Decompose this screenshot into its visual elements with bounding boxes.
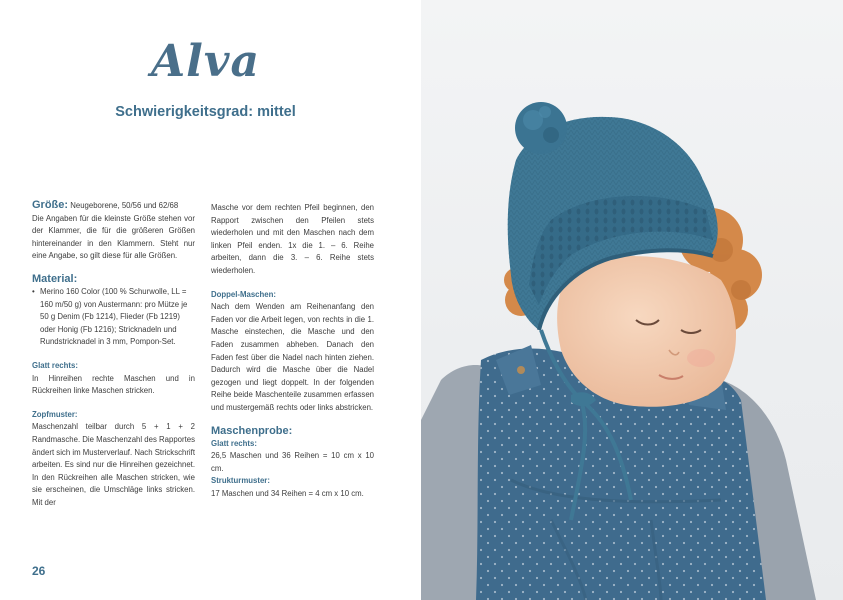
gauge-stockinette-text: 26,5 Maschen und 36 Reihen = 10 cm x 10 cm. [211,451,374,473]
gauge-texture-text: 17 Maschen und 34 Reihen = 4 cm x 10 cm. [211,488,364,498]
size-heading: Größe: [32,199,69,211]
cable-pattern-continued: Masche vor dem rechten Pfeil beginnen, den Rapport zwischen den Pfeilen stets wiederholen und mit den Maschen nach dem linken Pfeil enden. 1x die 1. – 6. Reihe arbeiten, dann die 3. – 6. Reihe stets wiederholen. [211,203,374,275]
baby-face [557,256,736,407]
gauge-stockinette-heading: Glatt rechts: [211,438,257,448]
double-stitch-text: Nach dem Wenden am Reihenanfang den Faden vor die Arbeit legen, von rechts in die 1. Masche einstechen, die Masche und den Faden zusammen abheben. Danach den Faden fest über die Nadel nach hinten ziehen. Dadurch wird die Masche über die Nadel gezogen und liegt doppelt. In der folgenden Reihe beide Maschenteile zusammen erfassen und mustergemäß rechts oder links abstricken. [211,302,374,412]
cable-pattern-heading: Zopfmuster: [32,409,78,419]
size-note: Die Angaben für die kleinste Größe stehen vor der Klammer, die für die größeren Größen hintereinander in den Klammern. Steht nur eine Angabe, so gilt diese für alle Größen. [32,213,195,261]
cable-pattern-text: Maschenzahl teilbar durch 5 + 1 + 2 Randmasche. Die Maschenzahl des Rapportes ändert sich im Musterverlauf. Nach Strickschrift arbeiten. Es sind nur die Hinreihen gezeichnet. In den Rückreihen alle Maschen stricken, wie sie erscheinen, die Umschläge links stricken. Mit der [32,422,195,507]
text-column-1 [32,198,195,509]
stockinette-heading: Glatt rechts: [32,360,78,370]
gauge-texture-heading: Strukturmuster: [211,476,270,486]
gauge-heading: Maschenprobe: [211,424,293,437]
baby-bonnet-photo [421,0,843,600]
left-page [0,0,421,600]
pompom [515,102,567,154]
difficulty-label: Schwierigkeitsgrad: mittel [115,104,296,120]
stockinette-text: In Hinreihen rechte Maschen und in Rückreihen linke Maschen stricken. [32,373,195,396]
pattern-title: Alva [151,36,260,87]
material-item: • Merino 160 Color (100 % Schurwolle, LL = 160 m/50 g) von Austermann: pro Mütze je 50 g Denim (Fb 1214), Flieder (Fb 1219) oder Honig (Fb 1216); Stricknadeln und Rundstricknadel in 3 mm, Pompon-Set. [40,286,195,349]
material-list [32,286,195,349]
page-number: 26 [32,564,46,578]
text-column-2 [211,202,374,500]
right-page [421,0,843,600]
material-heading: Material: [32,272,78,285]
size-line [32,198,195,213]
size-values: Neugeborene, 50/56 und 62/68 [68,201,179,210]
double-stitch-heading: Doppel-Maschen: [211,289,276,299]
